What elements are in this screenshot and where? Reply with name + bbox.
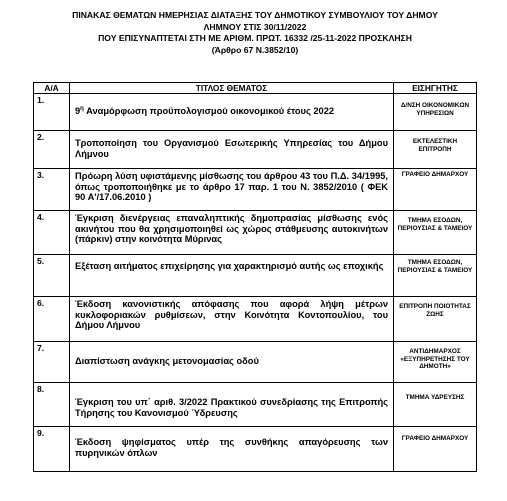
row-title: Έκδοση κανονιστικής απόφασης που αφορά λήψη μέτρων κυκλοφοριακών ρυθμίσεων, στην Κοινότητα Κοντοπουλίου, του Δήμου Λήμνου xyxy=(70,297,394,342)
header-line-4: (Άρθρο 67 Ν.3852/10) xyxy=(211,44,299,55)
row-number: 5. xyxy=(34,255,70,297)
row-rapporteur: ΓΡΑΦΕΙΟ ΔΗΜΑΡΧΟΥ xyxy=(394,169,477,211)
table-row xyxy=(34,427,477,472)
row-title: Έγκριση διενέργειας επαναληπτικής δημοπρασίας μίσθωσης ενός ακινήτου που θα χρησιμοποιηθεί ως χώρος στάθμευσης αυτοκινήτων (πάρκιν) στην κοινότητα Μύρινας xyxy=(70,211,394,255)
row-title: Εξέταση αιτήματος επιχείρησης για χαρακτηρισμό αυτής ως εποχικής xyxy=(70,255,394,297)
header-line-1: ΠΙΝΑΚΑΣ ΘΕΜΑΤΩΝ ΗΜΕΡΗΣΙΑΣ ΔΙΑΤΑΞΗΣ ΤΟΥ ΔΗΜΟΤΙΚΟΥ ΣΥΜΒΟΥΛΙΟΥ ΤΟΥ ΔΗΜΟΥ xyxy=(72,10,438,20)
row-title-superscript: η xyxy=(80,105,84,112)
row-rapporteur: ΤΜΗΜΑ ΥΔΡΕΥΣΗΣ xyxy=(394,383,477,427)
row-title xyxy=(70,94,394,131)
row-rapporteur: ΤΜΗΜΑ ΕΣΟΔΩΝ, ΠΕΡΙΟΥΣΙΑΣ & ΤΑΜΕΙΟΥ xyxy=(394,211,477,255)
row-number: 3. xyxy=(34,169,70,211)
table-row xyxy=(34,383,477,427)
table-row xyxy=(34,94,477,131)
row-number: 6. xyxy=(34,297,70,342)
row-number: 2. xyxy=(34,131,70,169)
table-row xyxy=(34,255,477,297)
table-row xyxy=(34,131,477,169)
table-row xyxy=(34,211,477,255)
row-rapporteur: Δ/ΝΣΗ ΟΙΚΟΝΟΜΙΚΩΝ ΥΠΗΡΕΣΙΩΝ xyxy=(394,94,477,131)
column-header-rapporteur: ΕΙΣΗΓΗΤΗΣ xyxy=(394,83,477,94)
row-rapporteur: ΓΡΑΦΕΙΟ ΔΗΜΑΡΧΟΥ xyxy=(394,427,477,472)
column-header-aa: Α/Α xyxy=(34,83,70,94)
row-title-text: Αναμόρφωση προϋπολογισμού οικονομικού έτους 2022 xyxy=(83,106,335,116)
row-number: 8. xyxy=(34,383,70,427)
row-title: Έγκριση του υπ΄ αριθ. 3/2022 Πρακτικού συνεδρίασης της Επιτροπής Τήρησης του Κανονισμού Ύδρευσης xyxy=(70,383,394,427)
row-rapporteur: ΕΠΙΤΡΟΠΗ ΠΟΙΟΤΗΤΑΣ ΖΩΗΣ xyxy=(394,297,477,342)
row-number: 7. xyxy=(34,342,70,383)
table-row xyxy=(34,297,477,342)
row-rapporteur: ΑΝΤΙΔΗΜΑΡΧΟΣ «ΕΞΥΠΗΡΕΤΗΣΗΣ ΤΟΥ ΔΗΜΟΤΗ» xyxy=(394,342,477,383)
row-number: 1. xyxy=(34,94,70,131)
row-title: Έκδοση ψηφίσματος υπέρ της συνθήκης απαγόρευσης των πυρηνικών όπλων xyxy=(70,427,394,472)
header-line-2: ΛΗΜΝΟΥ ΣΤΙΣ 30/11/2022 xyxy=(203,21,307,32)
table-row xyxy=(34,342,477,383)
row-title: Πρόωρη λύση υφιστάμενης μίσθωσης του άρθρου 43 του Π.Δ. 34/1995, όπως τροποποιήθηκε με το άρθρο 17 παρ. 1 του Ν. 3852/2010 ( ΦΕΚ 90 Α'/17.06.2010 ) xyxy=(70,169,394,211)
agenda-table xyxy=(33,82,477,472)
row-number: 9. xyxy=(34,427,70,472)
row-rapporteur: ΤΜΗΜΑ ΕΣΟΔΩΝ, ΠΕΡΙΟΥΣΙΑΣ & ΤΑΜΕΙΟΥ xyxy=(394,255,477,297)
row-title-prefix: 9 xyxy=(75,106,81,116)
column-header-title: ΤΙΤΛΟΣ ΘΕΜΑΤΟΣ xyxy=(70,83,394,94)
row-rapporteur: ΕΚΤΕΛΕΣΤΙΚΗ ΕΠΙΤΡΟΠΗ xyxy=(394,131,477,169)
table-header-row xyxy=(34,83,477,94)
header-line-3: ΠΟΥ ΕΠΙΣΥΝΑΠΤΕΤΑΙ ΣΤΗ ΜΕ ΑΡΙΘΜ. ΠΡΩΤ. 16332 /25-11-2022 ΠΡΟΣΚΛΗΣΗ xyxy=(98,33,412,43)
row-number: 4. xyxy=(34,211,70,255)
document-header xyxy=(20,10,490,56)
row-title: Διαπίστωση ανάγκης μετονομασίας οδού xyxy=(70,342,394,383)
row-title: Τροποποίηση του Οργανισμού Εσωτερικής Υπηρεσίας του Δήμου Λήμνου xyxy=(70,131,394,169)
table-row xyxy=(34,169,477,211)
